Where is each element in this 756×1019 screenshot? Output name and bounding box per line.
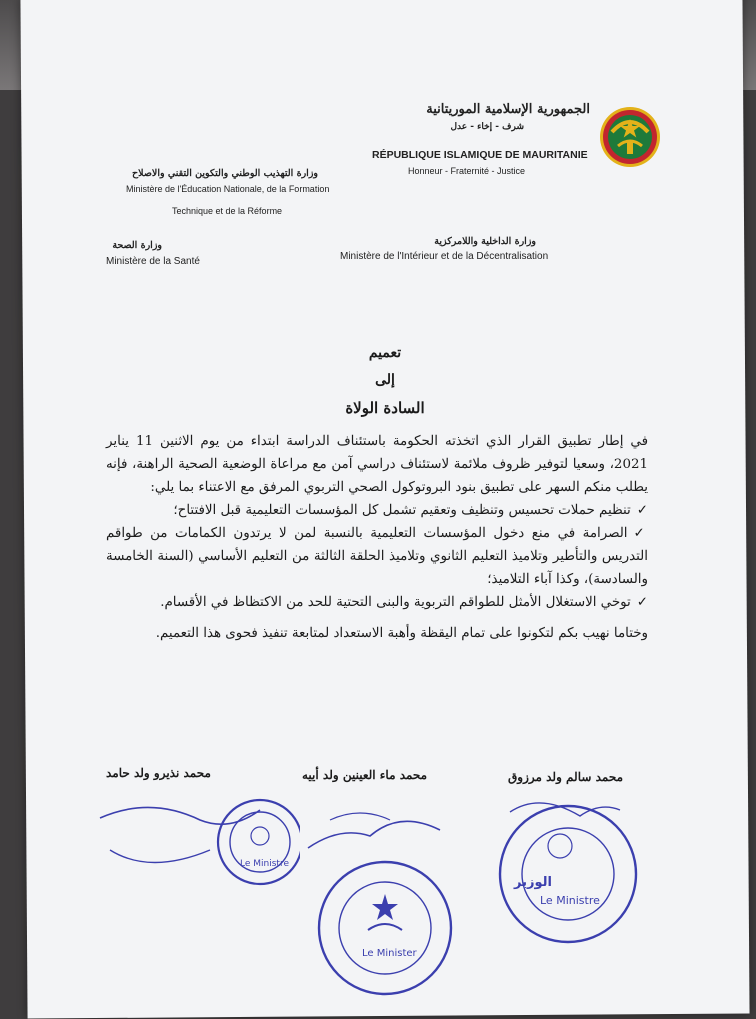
national-emblem-icon <box>598 92 662 182</box>
signatory-education-minister: محمد ماء العينين ولد أييه <box>302 768 428 782</box>
list-item <box>106 522 648 591</box>
signatory-health-minister: محمد نذيرو ولد حامد <box>106 766 211 780</box>
interior-ministry-stamp-icon <box>490 792 650 952</box>
svg-text:Le Ministre: Le Ministre <box>240 859 289 869</box>
ministry-education-ar: وزارة التهذيب الوطني والتكوين التقني والاصلاح <box>132 168 318 179</box>
motto-ar: شرف - إخاء - عدل <box>450 122 524 132</box>
country-name-ar: الجمهورية الإسلامية الموريتانية <box>426 102 590 117</box>
signatory-interior-minister: محمد سالم ولد مرزوق <box>508 770 623 784</box>
ministry-interior-ar: وزارة الداخلية واللامركزية <box>434 236 536 247</box>
svg-text:Le Ministre: Le Ministre <box>540 894 600 907</box>
list-item <box>106 591 648 614</box>
list-item-text: توخي الاستغلال الأمثل للطواقم التربوية والبنى التحتية للحد من الاكتظاظ في الأقسام. <box>160 595 631 610</box>
checkmark-icon: ✓ <box>633 526 648 541</box>
closing-paragraph: وختاما نهيب بكم لتكونوا على تمام اليقظة وأهبة الاستعداد لمتابعة تنفيذ فحوى هذا التعميم. <box>155 626 648 641</box>
intro-paragraph: في إطار تطبيق القرار الذي اتخذته الحكومة باستئناف الدراسة ابتداء من يوم الاثنين 11 يناير 2021، وسعيا لتوفير ظروف ملائمة لاستئناف دراسي آمن مع مراعاة الوضعية الصحية الراهنة، فإنه يطلب منكم السهر على تطبيق بنود البروتوكول الصحي التربوي المرفق مع الاعتناء بما يلي: <box>106 434 648 495</box>
title-to: إلى <box>375 372 395 388</box>
svg-text:الوزير: الوزير <box>514 875 552 890</box>
motto-fr: Honneur - Fraternité - Justice <box>408 166 526 176</box>
svg-text:Le Minister: Le Minister <box>362 948 417 959</box>
list-item <box>106 499 648 522</box>
ministry-health-ar: وزارة الصحة <box>112 240 162 251</box>
ministry-education-fr-line1: Ministère de l'Éducation Nationale, de la Formation <box>126 184 330 194</box>
education-ministry-stamp-icon <box>300 800 470 1005</box>
title-recipients: السادة الولاة <box>345 399 425 417</box>
circular-title: تعميم <box>368 345 402 361</box>
checkmark-icon: ✓ <box>636 595 648 610</box>
list-item-text: تنظيم حملات تحسيس وتنظيف وتعقيم تشمل كل المؤسسات التعليمية قبل الافتتاح؛ <box>173 503 631 518</box>
country-name-fr: RÉPUBLIQUE ISLAMIQUE DE MAURITANIE <box>372 149 588 161</box>
circular-body <box>106 430 648 645</box>
ministry-interior-fr: Ministère de l'Intérieur et de la Décentralisation <box>340 251 549 262</box>
checkmark-icon: ✓ <box>636 503 648 518</box>
list-item-text: الصرامة في منع دخول المؤسسات التعليمية بالنسبة لمن لا يرتدون الكمامات من طواقم التدريس والتأطير وتلاميذ التعليم الثانوي وتلاميذ الحلقة الثالثة من التعليم الأساسي (السنة الخامسة والسادسة)، وكذا آباء التلاميذ؛ <box>106 526 648 587</box>
ministry-education-fr-line2: Technique et de la Réforme <box>172 206 283 216</box>
health-ministry-stamp-icon <box>90 780 300 890</box>
ministry-health-fr: Ministère de la Santé <box>106 256 200 267</box>
